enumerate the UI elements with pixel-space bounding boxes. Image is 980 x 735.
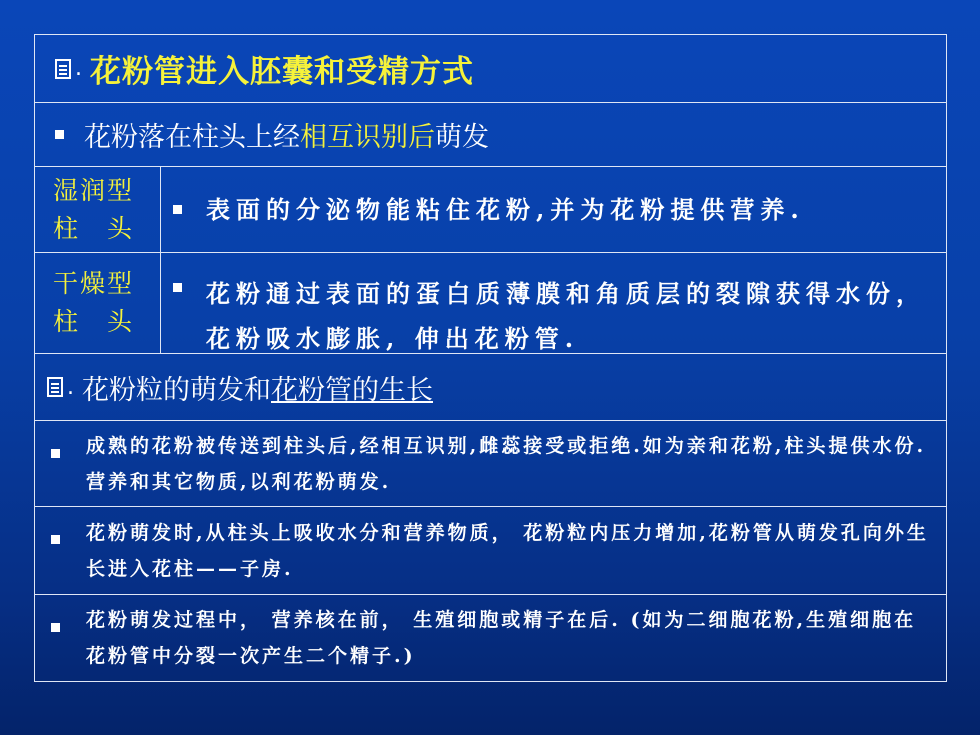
intro-text-highlight: 相互识别后 xyxy=(300,122,435,153)
dry-stigma-label-line1: 干燥型 xyxy=(53,269,135,298)
wet-stigma-content xyxy=(161,167,946,252)
dry-stigma-text: 花粉通过表面的蛋白质薄膜和角质层的裂隙获得水份， 花粉吸水膨胀, 伸出花粉管. xyxy=(206,279,926,353)
square-bullet-icon xyxy=(55,130,64,139)
section-ii-title: 花粉管进入胚囊和受精方式 xyxy=(90,54,474,90)
section-i-title-plain: 花粉粒的萌发和 xyxy=(82,374,271,406)
dry-stigma-row xyxy=(35,253,946,354)
bullet-text-2: 花粉萌发时,从柱头上吸收水分和营养物质， 花粉粒内压力增加,花粉管从萌发孔向外生长进入花柱——子房. xyxy=(86,521,929,580)
wet-stigma-label-line1: 湿润型 xyxy=(53,175,135,205)
bullet-text-1: 成熟的花粉被传送到柱头后,经相互识别,雌蕊接受或拒绝.如为亲和花粉,柱头提供水份.营养和其它物质,以利花粉萌发. xyxy=(86,434,927,493)
document-lines-icon xyxy=(47,377,63,397)
intro-row xyxy=(35,103,946,167)
dry-stigma-content xyxy=(161,253,946,353)
document-lines-icon xyxy=(55,59,71,79)
wet-stigma-label-line2: 柱 头 xyxy=(53,213,135,243)
wet-stigma-text: 表面的分泌物能粘住花粉,并为花粉提供营养. xyxy=(206,195,805,224)
bullet-text-3: 花粉萌发过程中， 营养核在前， 生殖细胞或精子在后. (如为二细胞花粉,生殖细胞在花粉管中分裂一次产生二个精子.) xyxy=(86,609,917,667)
intro-text xyxy=(84,115,489,154)
section-ii-header xyxy=(35,35,946,103)
wet-stigma-label xyxy=(35,167,161,252)
section-i-marker: . xyxy=(67,374,74,400)
dry-stigma-label xyxy=(35,253,161,353)
section-i-header xyxy=(35,354,946,421)
square-bullet-icon xyxy=(51,623,60,632)
square-bullet-icon xyxy=(173,205,182,214)
wet-stigma-row xyxy=(35,167,946,253)
dry-stigma-label-line2: 柱 头 xyxy=(53,307,135,336)
square-bullet-icon xyxy=(51,535,60,544)
intro-text-after: 萌发 xyxy=(435,122,489,153)
section-ii-marker: . xyxy=(75,56,82,81)
section-i-title-underlined: 花粉管的生长 xyxy=(271,374,433,406)
square-bullet-icon xyxy=(173,283,182,292)
list-item xyxy=(35,421,946,507)
content-table xyxy=(34,34,947,682)
section-i-title xyxy=(82,368,433,407)
list-item xyxy=(35,595,946,681)
square-bullet-icon xyxy=(51,449,60,458)
list-item xyxy=(35,507,946,595)
intro-text-before: 花粉落在柱头上经 xyxy=(84,122,300,153)
